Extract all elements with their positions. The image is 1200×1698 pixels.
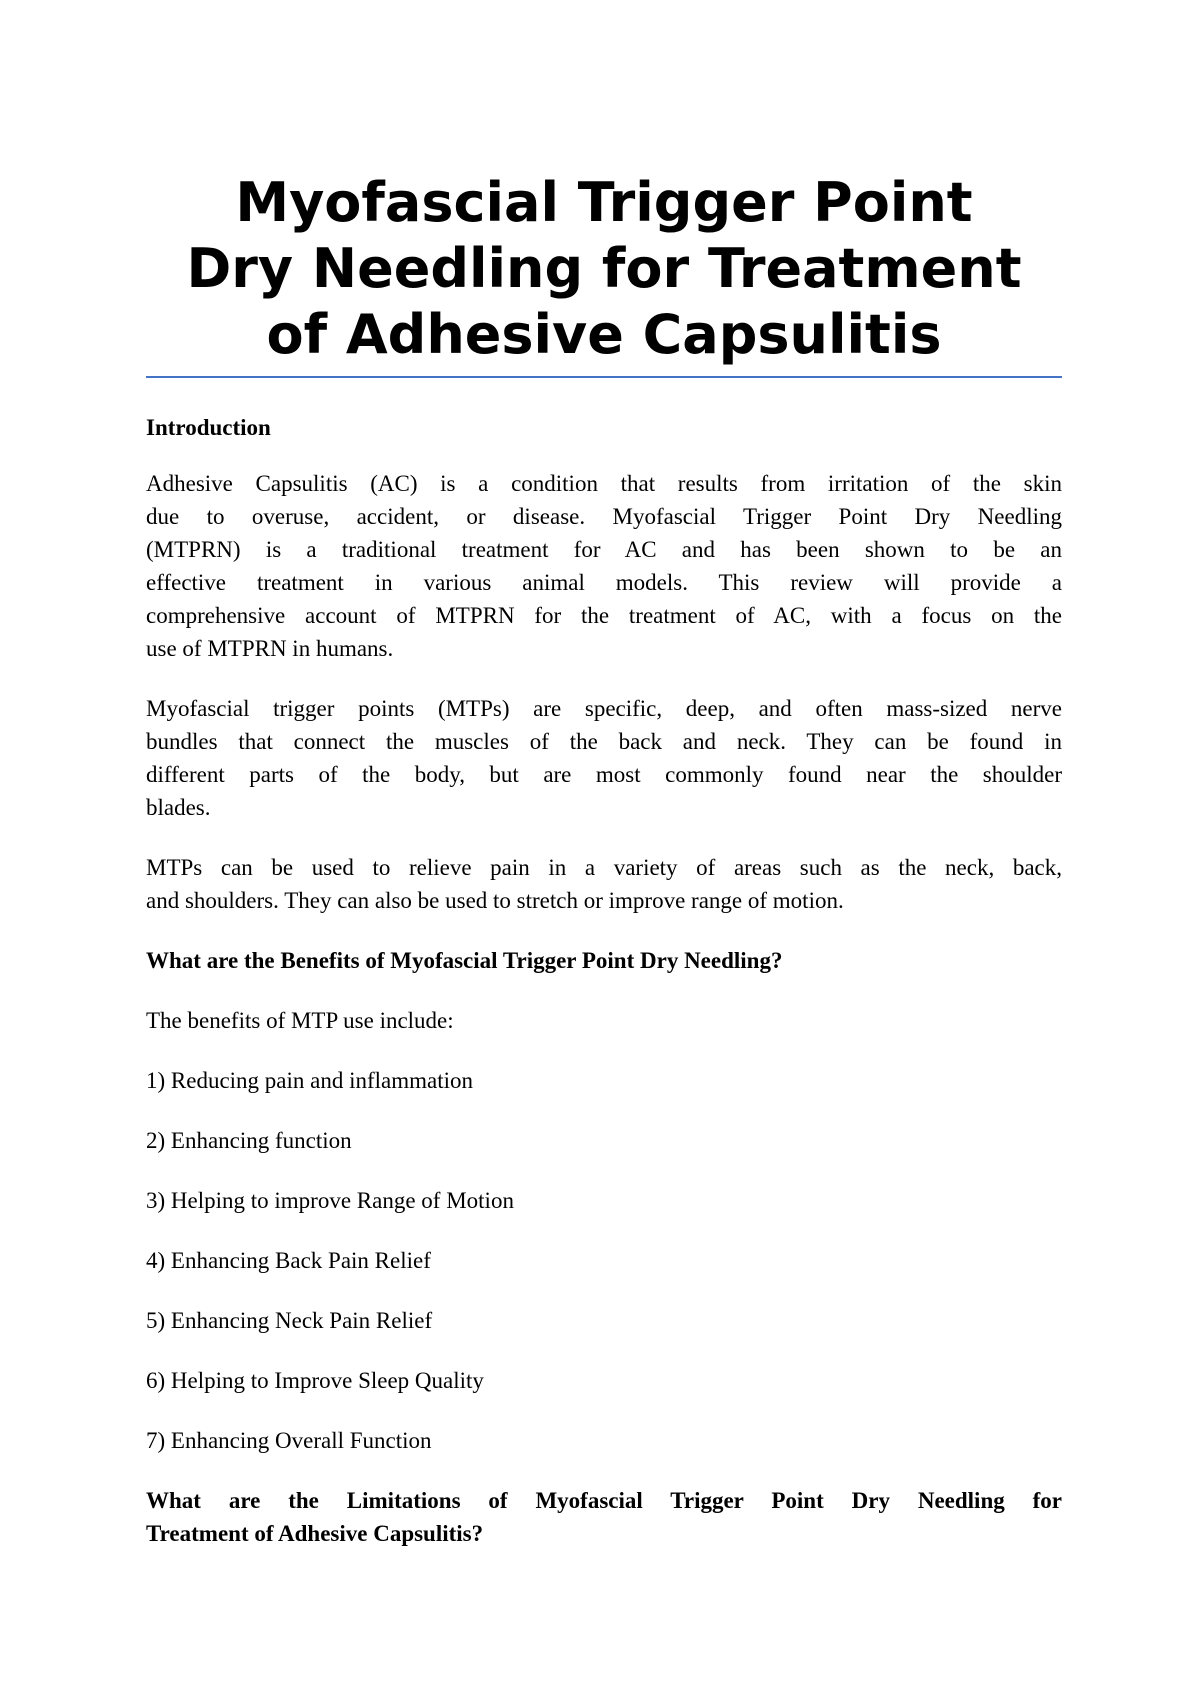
- limitations-heading: [146, 1484, 1062, 1550]
- heading-line: What are the Limitations of Myofascial Trigger Point Dry Needling for: [146, 1488, 1062, 1513]
- paragraph-line: comprehensive account of MTPRN for the treatment of AC, with a focus on the: [146, 603, 1062, 628]
- list-item: 6) Helping to Improve Sleep Quality: [146, 1368, 484, 1393]
- list-item: 2) Enhancing function: [146, 1128, 352, 1153]
- paragraph-line: bundles that connect the muscles of the back and neck. They can be found in: [146, 729, 1062, 754]
- list-item: 7) Enhancing Overall Function: [146, 1428, 432, 1453]
- paragraph-line: (MTPRN) is a traditional treatment for AC and has been shown to be an: [146, 537, 1062, 562]
- list-item: 1) Reducing pain and inflammation: [146, 1068, 474, 1093]
- benefits-list: [146, 1064, 1062, 1457]
- paragraph-line: MTPs can be used to relieve pain in a variety of areas such as the neck, back,: [146, 855, 1062, 880]
- paragraph-line: different parts of the body, but are most commonly found near the shoulder: [146, 762, 1062, 787]
- paragraph-line: use of MTPRN in humans.: [146, 636, 394, 661]
- list-item: 3) Helping to improve Range of Motion: [146, 1188, 514, 1213]
- uses-paragraph: [146, 851, 1062, 917]
- paragraph-line: due to overuse, accident, or disease. Myofascial Trigger Point Dry Needling: [146, 504, 1062, 529]
- title-line: of Adhesive Capsulitis: [266, 303, 942, 366]
- document-title: [146, 170, 1062, 378]
- mtp-paragraph: [146, 692, 1062, 824]
- intro-heading: Introduction: [146, 415, 271, 440]
- list-item: 5) Enhancing Neck Pain Relief: [146, 1308, 433, 1333]
- paragraph-line: Adhesive Capsulitis (AC) is a condition that results from irritation of the skin: [146, 471, 1062, 496]
- paragraph-line: effective treatment in various animal models. This review will provide a: [146, 570, 1062, 595]
- benefits-intro: The benefits of MTP use include:: [146, 1008, 454, 1033]
- title-line: Myofascial Trigger Point: [235, 171, 973, 234]
- intro-paragraph: [146, 467, 1062, 665]
- heading-line: Treatment of Adhesive Capsulitis?: [146, 1521, 484, 1546]
- paragraph-line: Myofascial trigger points (MTPs) are specific, deep, and often mass-sized nerve: [146, 696, 1062, 721]
- title-line: Dry Needling for Treatment: [186, 237, 1022, 300]
- paragraph-line: blades.: [146, 795, 211, 820]
- document-body: [146, 170, 1062, 1550]
- benefits-heading: What are the Benefits of Myofascial Trigger Point Dry Needling?: [146, 948, 783, 973]
- paragraph-line: and shoulders. They can also be used to stretch or improve range of motion.: [146, 888, 844, 913]
- list-item: 4) Enhancing Back Pain Relief: [146, 1248, 431, 1273]
